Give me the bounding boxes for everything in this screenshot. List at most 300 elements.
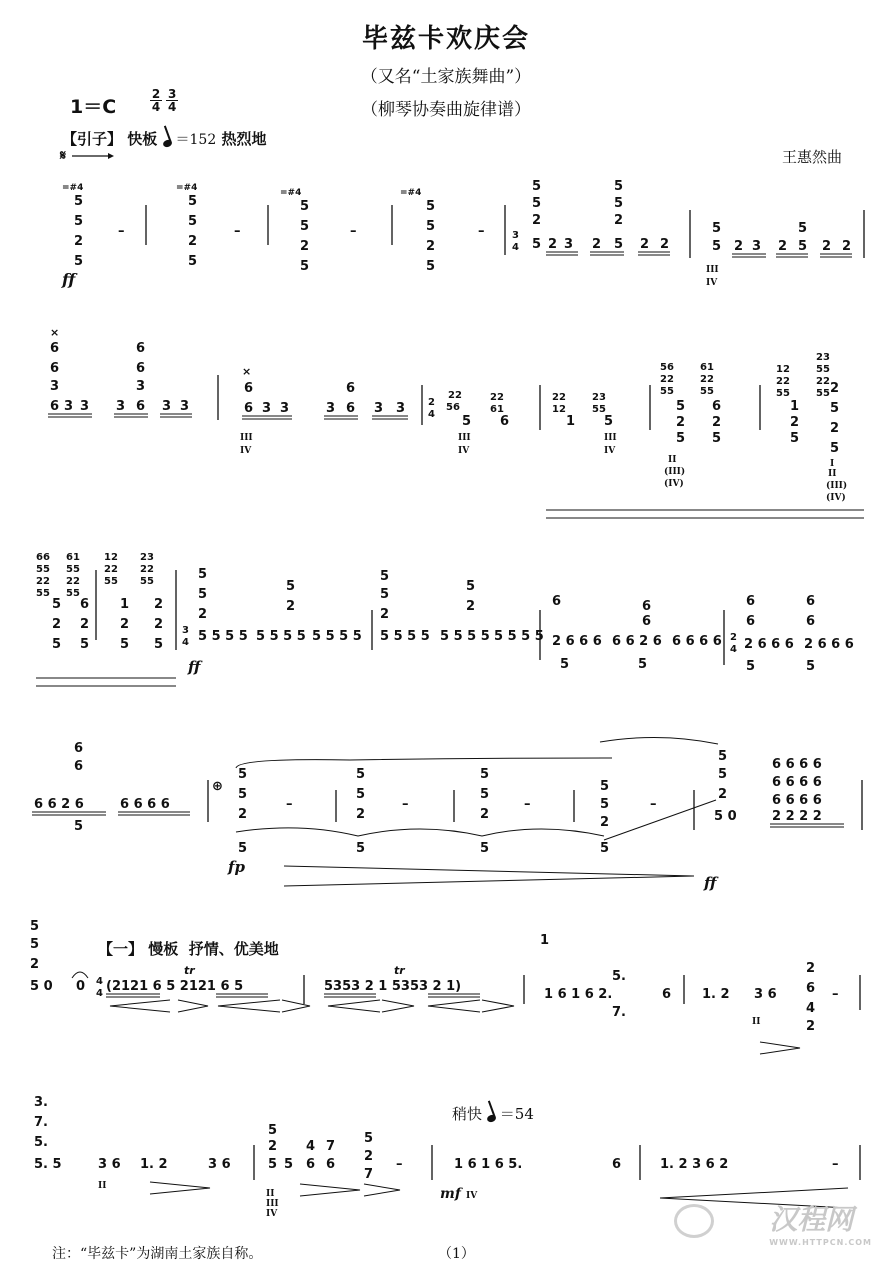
faster-bpm: ＝54: [499, 1105, 534, 1123]
row-2: [48, 326, 864, 518]
intro-label: 【引子】: [62, 130, 123, 148]
svg-text:6 6 6 6: 6 6 6 6: [772, 793, 822, 808]
svg-text:22: 22: [700, 374, 714, 385]
svg-text:5 0: 5 0: [714, 809, 737, 824]
svg-text:II: II: [828, 469, 837, 479]
svg-text:2: 2: [52, 617, 62, 632]
svg-text:5353 2 1 5353 2 1): 5353 2 1 5353 2 1): [324, 979, 462, 994]
intro-bpm: ＝152: [175, 132, 217, 148]
svg-text:(III): (III): [826, 481, 848, 491]
svg-text:61: 61: [66, 552, 80, 563]
svg-text:5: 5: [300, 259, 310, 274]
svg-text:6: 6: [244, 401, 254, 416]
watermark-text: 汉程网: [769, 1203, 854, 1236]
svg-text:2: 2: [74, 234, 84, 249]
svg-text:2: 2: [592, 237, 602, 252]
svg-text:6: 6: [806, 981, 816, 996]
svg-text:6: 6: [642, 599, 652, 614]
svg-text:7.: 7.: [612, 1005, 626, 1020]
svg-text:IV: IV: [706, 278, 718, 288]
svg-text:5: 5: [790, 431, 800, 446]
svg-text:2: 2: [154, 617, 164, 632]
svg-text:1 6 1 6 5.: 1 6 1 6 5.: [454, 1157, 523, 1172]
svg-text:5: 5: [154, 637, 164, 652]
svg-text:5: 5: [480, 841, 490, 856]
svg-text:5: 5: [532, 237, 542, 252]
svg-text:7: 7: [364, 1167, 374, 1182]
svg-text:4: 4: [96, 976, 103, 987]
svg-text:–: –: [650, 797, 657, 812]
svg-text:5 5 5 5: 5 5 5 5: [312, 629, 362, 644]
svg-text:II: II: [266, 1189, 275, 1199]
svg-text:3: 3: [64, 399, 74, 414]
svg-text:4: 4: [96, 988, 103, 999]
svg-text:2: 2: [268, 1139, 278, 1154]
svg-text:5: 5: [356, 767, 366, 782]
svg-text:5 5 5 5: 5 5 5 5: [380, 629, 430, 644]
svg-text:22: 22: [552, 392, 566, 403]
svg-text:5: 5: [268, 1123, 278, 1138]
svg-text:5: 5: [188, 214, 198, 229]
svg-text:5: 5: [188, 194, 198, 209]
svg-text:5 0: 5 0: [30, 979, 53, 994]
svg-text:23: 23: [816, 352, 830, 363]
svg-text:–: –: [524, 797, 531, 812]
svg-text:6: 6: [346, 401, 356, 416]
svg-text:IV: IV: [240, 446, 252, 456]
svg-text:5: 5: [238, 841, 248, 856]
svg-text:ff: ff: [704, 874, 717, 892]
svg-text:22: 22: [36, 576, 50, 587]
svg-text:55: 55: [66, 564, 80, 575]
svg-text:2: 2: [718, 787, 728, 802]
svg-text:55: 55: [36, 564, 50, 575]
score-alias: （又名“土家族舞曲”）: [360, 67, 532, 87]
svg-text:5: 5: [830, 441, 840, 456]
score-type: （柳琴协奏曲旋律谱）: [361, 100, 531, 120]
svg-text:2: 2: [466, 599, 476, 614]
svg-text:5: 5: [830, 401, 840, 416]
svg-text:55: 55: [66, 588, 80, 599]
svg-text:22: 22: [816, 376, 830, 387]
svg-text:5: 5: [712, 431, 722, 446]
svg-text:2: 2: [734, 239, 744, 254]
svg-text:1: 1: [790, 399, 800, 414]
svg-text:6: 6: [746, 594, 756, 609]
svg-text:23: 23: [592, 392, 606, 403]
svg-text:–: –: [396, 1157, 403, 1172]
svg-text:2: 2: [428, 397, 435, 408]
svg-text:–: –: [402, 797, 409, 812]
svg-text:5: 5: [712, 239, 722, 254]
svg-text:4: 4: [182, 637, 189, 648]
svg-text:–: –: [478, 224, 485, 239]
svg-text:2: 2: [80, 617, 90, 632]
svg-text:3: 3: [262, 401, 272, 416]
svg-text:6 6 6 6: 6 6 6 6: [772, 757, 822, 772]
dynamic-ff: ff: [62, 270, 76, 289]
svg-text:1: 1: [120, 597, 130, 612]
svg-text:5: 5: [198, 587, 208, 602]
svg-text:6 6 6 6: 6 6 6 6: [672, 634, 722, 649]
page-number: （1）: [438, 1246, 475, 1262]
row-6: [34, 1095, 860, 1219]
svg-text:22: 22: [490, 392, 504, 403]
svg-text:2: 2: [356, 807, 366, 822]
svg-text:5: 5: [268, 1157, 278, 1172]
svg-text:5: 5: [806, 659, 816, 674]
svg-text:2 6 6 6: 2 6 6 6: [744, 637, 794, 652]
svg-text:5: 5: [676, 399, 686, 414]
svg-text:(III): (III): [664, 467, 686, 477]
svg-text:55: 55: [660, 386, 674, 397]
svg-text:2: 2: [614, 213, 624, 228]
svg-text:6: 6: [642, 614, 652, 629]
svg-text:(IV): (IV): [664, 479, 684, 489]
meter-b-top: 3: [168, 87, 177, 101]
svg-text:2: 2: [640, 237, 650, 252]
svg-text:1. 2: 1. 2: [140, 1157, 168, 1172]
svg-text:I: I: [830, 459, 835, 469]
coda-icon: ⊕: [212, 779, 223, 794]
svg-text:55: 55: [776, 388, 790, 399]
svg-text:5: 5: [74, 214, 84, 229]
key-signature: 1＝C: [70, 96, 117, 118]
svg-text:6 6 2 6: 6 6 2 6: [34, 797, 84, 812]
dynamic-mf: mf: [440, 1186, 461, 1202]
svg-text:tr: tr: [184, 964, 195, 977]
svg-text:56: 56: [446, 402, 460, 413]
svg-text:4: 4: [730, 644, 737, 655]
svg-text:3: 3: [752, 239, 762, 254]
svg-text:5: 5: [426, 259, 436, 274]
svg-text:56: 56: [660, 362, 674, 373]
dynamic-fp: fp: [228, 858, 245, 876]
svg-text:–: –: [832, 1157, 839, 1172]
svg-text:3: 3: [374, 401, 384, 416]
svg-text:2: 2: [300, 239, 310, 254]
svg-text:5: 5: [238, 787, 248, 802]
faster-tempo: 稍快: [452, 1105, 483, 1123]
svg-text:22: 22: [104, 564, 118, 575]
svg-text:6: 6: [244, 381, 254, 396]
svg-text:5: 5: [120, 637, 130, 652]
svg-text:3: 3: [326, 401, 336, 416]
svg-text:5: 5: [286, 579, 296, 594]
svg-text:6 6 6 6: 6 6 6 6: [772, 775, 822, 790]
svg-text:55: 55: [700, 386, 714, 397]
svg-text:5: 5: [380, 587, 390, 602]
svg-text:IV: IV: [466, 1191, 478, 1201]
row-5: [30, 919, 860, 1054]
intro-tempo: 快板: [127, 130, 158, 148]
svg-text:66: 66: [36, 552, 50, 563]
svg-text:2: 2: [426, 239, 436, 254]
svg-text:5: 5: [480, 787, 490, 802]
svg-text:×: ×: [50, 326, 60, 339]
svg-text:6 6 2 6: 6 6 2 6: [612, 634, 662, 649]
svg-text:5: 5: [638, 657, 648, 672]
svg-text:3: 3: [116, 399, 126, 414]
svg-text:5: 5: [718, 749, 728, 764]
svg-text:2: 2: [30, 957, 40, 972]
svg-text:3: 3: [162, 399, 172, 414]
part1-tempo: 慢板: [148, 940, 179, 958]
string-iii: III: [706, 265, 719, 275]
svg-text:6: 6: [74, 741, 84, 756]
svg-text:5: 5: [74, 819, 84, 834]
svg-text:IV: IV: [604, 446, 616, 456]
svg-text:2: 2: [830, 421, 840, 436]
svg-text:×: ×: [242, 365, 252, 378]
svg-text:12: 12: [776, 364, 790, 375]
svg-text:5: 5: [238, 767, 248, 782]
svg-text:–: –: [118, 224, 125, 239]
svg-text:61: 61: [700, 362, 714, 373]
svg-text:2: 2: [822, 239, 832, 254]
svg-text:5: 5: [74, 254, 84, 269]
svg-text:6: 6: [326, 1157, 336, 1172]
svg-text:IV: IV: [458, 446, 470, 456]
svg-text:2: 2: [730, 632, 737, 643]
svg-text:2: 2: [676, 415, 686, 430]
svg-text:2: 2: [154, 597, 164, 612]
svg-text:1: 1: [566, 414, 576, 429]
svg-text:2: 2: [364, 1149, 374, 1164]
svg-text:tr: tr: [394, 964, 405, 977]
svg-text:5: 5: [462, 414, 472, 429]
svg-text:3 6: 3 6: [754, 987, 777, 1002]
svg-text:(IV): (IV): [826, 493, 846, 503]
svg-text:ff: ff: [188, 658, 201, 676]
svg-text:–: –: [832, 987, 839, 1002]
svg-text:5: 5: [188, 254, 198, 269]
svg-text:5: 5: [676, 431, 686, 446]
svg-text:II: II: [752, 1017, 761, 1027]
svg-text:–: –: [286, 797, 293, 812]
svg-text:5: 5: [300, 219, 310, 234]
svg-text:5. 5: 5. 5: [34, 1157, 62, 1172]
row-4: [32, 737, 862, 892]
row-3: [36, 552, 854, 686]
meter-a-top: 2: [151, 87, 161, 101]
watermark: [769, 1198, 872, 1247]
svg-text:1. 2 3 6 2: 1. 2 3 6 2: [660, 1157, 729, 1172]
svg-text:5: 5: [30, 919, 40, 934]
svg-text:6: 6: [806, 594, 816, 609]
svg-text:5 5 5 5: 5 5 5 5: [494, 629, 544, 644]
svg-text:5: 5: [466, 579, 476, 594]
svg-text:5: 5: [600, 797, 610, 812]
svg-text:2: 2: [600, 815, 610, 830]
svg-text:12: 12: [552, 404, 566, 415]
svg-text:5: 5: [614, 179, 624, 194]
svg-text:2: 2: [548, 237, 558, 252]
svg-text:5: 5: [52, 637, 62, 652]
svg-text:2: 2: [286, 599, 296, 614]
svg-text:7: 7: [326, 1139, 336, 1154]
svg-text:2: 2: [806, 1019, 816, 1034]
svg-text:III: III: [458, 433, 471, 443]
svg-text:6: 6: [746, 614, 756, 629]
svg-text:5: 5: [560, 657, 570, 672]
watermark-url: WWW.HTTPCN.COM: [769, 1238, 872, 1247]
svg-text:5: 5: [718, 767, 728, 782]
meter-a-bottom: 4: [151, 100, 161, 114]
svg-text:55: 55: [104, 576, 118, 587]
svg-text:5: 5: [198, 567, 208, 582]
svg-text:2: 2: [120, 617, 130, 632]
svg-text:22: 22: [140, 564, 154, 575]
score-title: 毕兹卡欢庆会: [361, 24, 530, 54]
svg-text:5.: 5.: [612, 969, 626, 984]
svg-text:6: 6: [50, 399, 60, 414]
part1-label: 【一】: [98, 940, 144, 958]
svg-text:6 6 6 6: 6 6 6 6: [120, 797, 170, 812]
svg-text:6: 6: [712, 399, 722, 414]
svg-text:5: 5: [380, 569, 390, 584]
svg-text:2: 2: [188, 234, 198, 249]
svg-text:5: 5: [798, 221, 808, 236]
svg-text:2 6 6 6: 2 6 6 6: [552, 634, 602, 649]
svg-text:6: 6: [500, 414, 510, 429]
fermata-rest: 0: [76, 979, 86, 994]
svg-text:5: 5: [52, 597, 62, 612]
svg-text:5: 5: [300, 199, 310, 214]
svg-text:III: III: [240, 433, 253, 443]
segno-icon: 𝄋: [60, 148, 67, 164]
svg-text:3 6: 3 6: [208, 1157, 231, 1172]
svg-text:7.: 7.: [34, 1115, 48, 1130]
svg-text:5: 5: [712, 221, 722, 236]
composer: 王惠然曲: [781, 148, 842, 166]
svg-text:(2121 6 5 2121 6 5: (2121 6 5 2121 6 5: [106, 979, 244, 994]
svg-text:IV: IV: [266, 1209, 278, 1219]
meter-b-bottom: 4: [168, 100, 177, 114]
svg-text:55: 55: [816, 364, 830, 375]
svg-text:4: 4: [512, 242, 519, 253]
svg-text:6: 6: [552, 594, 562, 609]
svg-text:2 2 2 2: 2 2 2 2: [772, 809, 822, 824]
svg-text:1. 2: 1. 2: [702, 987, 730, 1002]
svg-text:2 6 6 6: 2 6 6 6: [804, 637, 854, 652]
svg-text:2: 2: [532, 213, 542, 228]
svg-text:=#4: =#4: [62, 183, 84, 193]
svg-text:2: 2: [806, 961, 816, 976]
svg-text:5: 5: [356, 841, 366, 856]
svg-text:2: 2: [380, 607, 390, 622]
svg-text:6: 6: [80, 597, 90, 612]
svg-text:5: 5: [356, 787, 366, 802]
svg-text:22: 22: [448, 390, 462, 401]
svg-text:III: III: [604, 433, 617, 443]
svg-text:5: 5: [426, 219, 436, 234]
svg-text:5: 5: [614, 237, 624, 252]
svg-text:3: 3: [564, 237, 574, 252]
svg-text:6: 6: [136, 399, 146, 414]
svg-text:5: 5: [532, 179, 542, 194]
svg-text:5: 5: [746, 659, 756, 674]
svg-text:=#4: =#4: [280, 188, 302, 198]
svg-text:5 5 5 5: 5 5 5 5: [440, 629, 490, 644]
svg-text:3: 3: [182, 625, 189, 636]
svg-text:22: 22: [776, 376, 790, 387]
svg-text:6: 6: [74, 759, 84, 774]
svg-text:5: 5: [600, 779, 610, 794]
svg-text:6: 6: [612, 1157, 622, 1172]
svg-text:6: 6: [50, 361, 60, 376]
svg-text:=#4: =#4: [176, 183, 198, 193]
svg-text:5: 5: [30, 937, 40, 952]
svg-text:3: 3: [512, 230, 519, 241]
svg-text:5 5 5 5: 5 5 5 5: [198, 629, 248, 644]
svg-text:2: 2: [480, 807, 490, 822]
svg-text:23: 23: [140, 552, 154, 563]
svg-text:5: 5: [364, 1131, 374, 1146]
svg-text:4: 4: [306, 1139, 316, 1154]
svg-text:22: 22: [66, 576, 80, 587]
svg-text:6: 6: [50, 341, 60, 356]
svg-text:5: 5: [426, 199, 436, 214]
svg-text:1 6 1 6 2.: 1 6 1 6 2.: [544, 987, 613, 1002]
svg-text:5: 5: [532, 196, 542, 211]
svg-text:3: 3: [180, 399, 190, 414]
svg-text:3: 3: [80, 399, 90, 414]
svg-text:–: –: [350, 224, 357, 239]
svg-text:III: III: [266, 1199, 279, 1209]
svg-text:12: 12: [104, 552, 118, 563]
watermark-logo-icon: [674, 1204, 714, 1238]
svg-text:3.: 3.: [34, 1095, 48, 1110]
svg-text:3: 3: [50, 379, 60, 394]
svg-text:6: 6: [346, 381, 356, 396]
part1-expression: 抒情、优美地: [188, 940, 279, 958]
svg-text:4: 4: [806, 1001, 816, 1016]
svg-text:5: 5: [80, 637, 90, 652]
svg-text:55: 55: [140, 576, 154, 587]
svg-text:2: 2: [778, 239, 788, 254]
svg-text:5: 5: [614, 196, 624, 211]
svg-text:22: 22: [660, 374, 674, 385]
svg-text:6: 6: [306, 1157, 316, 1172]
svg-text:3: 3: [280, 401, 290, 416]
svg-text:4: 4: [428, 409, 435, 420]
svg-text:5: 5: [284, 1157, 294, 1172]
svg-text:II: II: [668, 455, 677, 465]
row1-chord-1: 5: [74, 194, 84, 209]
svg-text:6: 6: [136, 361, 146, 376]
svg-text:3: 3: [136, 379, 146, 394]
svg-text:2: 2: [660, 237, 670, 252]
svg-text:2: 2: [198, 607, 208, 622]
svg-text:1: 1: [540, 933, 550, 948]
svg-text:6: 6: [662, 987, 672, 1002]
svg-text:55: 55: [592, 404, 606, 415]
svg-text:5 5 5 5: 5 5 5 5: [256, 629, 306, 644]
svg-text:3 6: 3 6: [98, 1157, 121, 1172]
svg-text:2: 2: [238, 807, 248, 822]
svg-text:2: 2: [830, 381, 840, 396]
svg-text:=#4: =#4: [400, 188, 422, 198]
svg-text:II: II: [98, 1181, 107, 1191]
svg-text:5.: 5.: [34, 1135, 48, 1150]
svg-text:2: 2: [842, 239, 852, 254]
row-1: [61, 179, 864, 289]
footnote: 注：“毕兹卡”为湖南土家族自称。: [52, 1246, 263, 1262]
svg-text:5: 5: [480, 767, 490, 782]
svg-text:2: 2: [712, 415, 722, 430]
svg-text:55: 55: [816, 388, 830, 399]
